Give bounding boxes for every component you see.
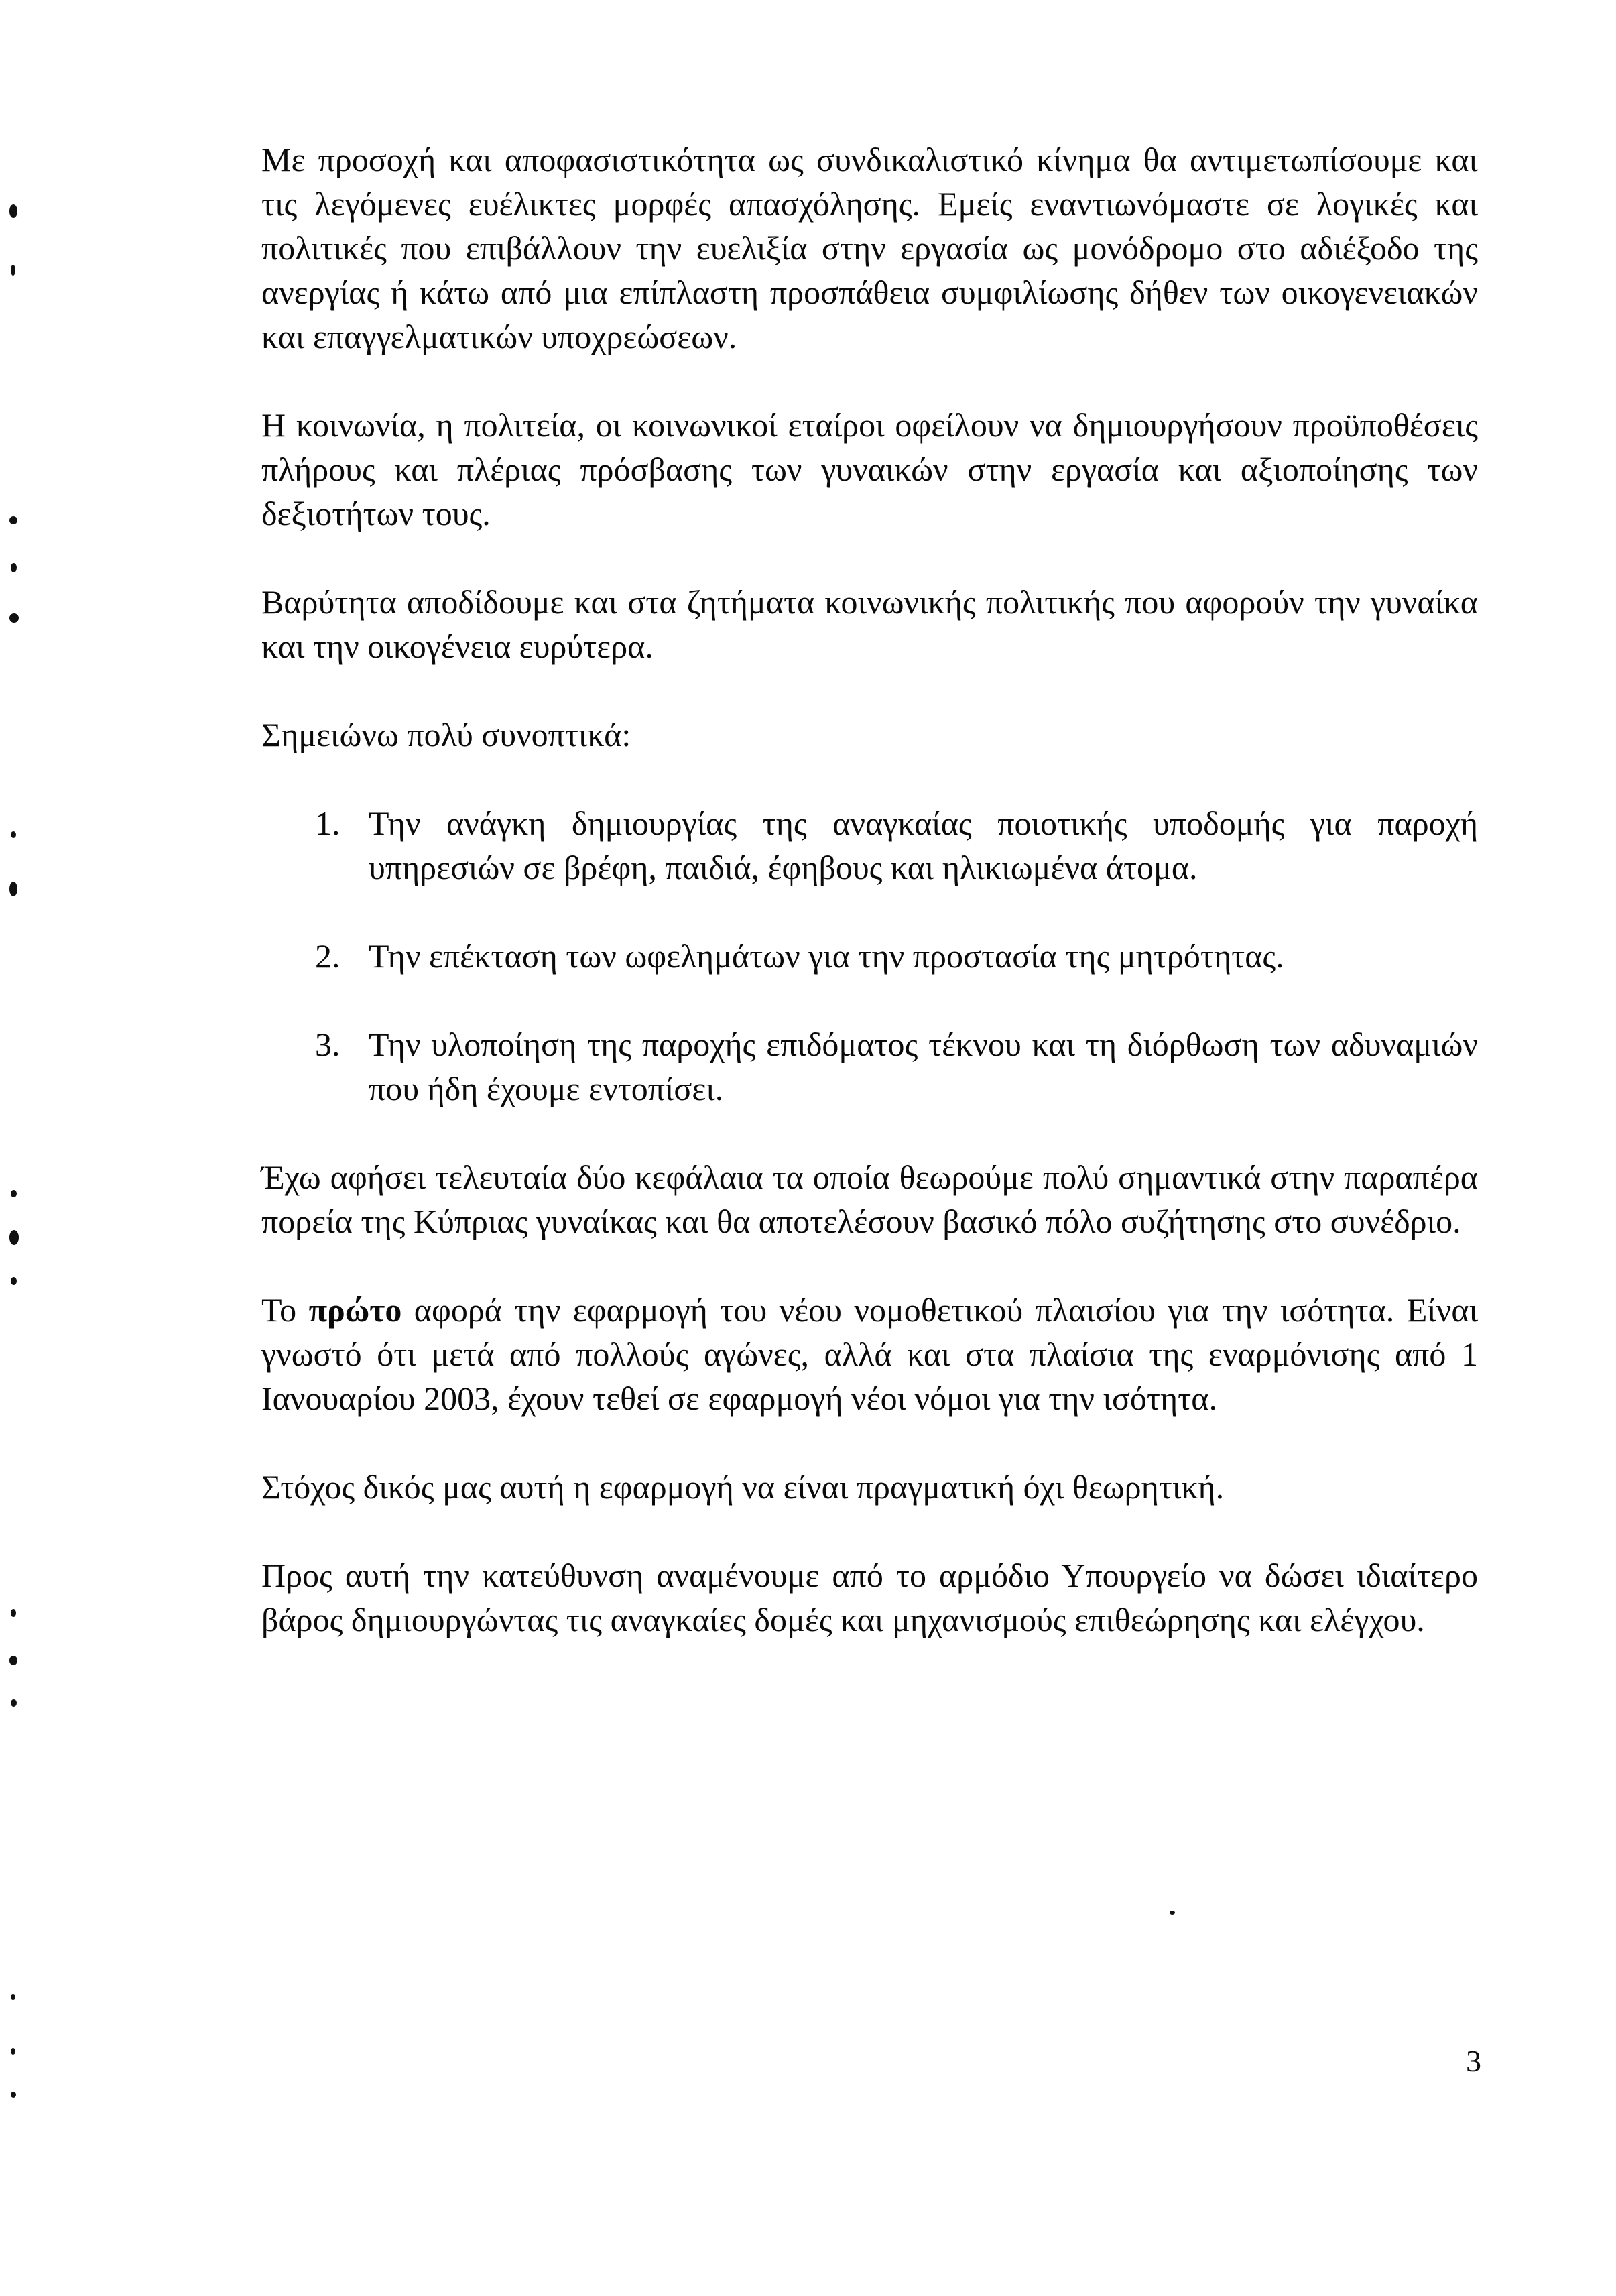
scan-speck [11, 1609, 16, 1617]
paragraph: Στόχος δικός μας αυτή η εφαρμογή να είναι πραγματική όχι θεωρητική. [261, 1468, 1225, 1506]
list-item-number: 1. [315, 804, 340, 842]
scan-speck [9, 1656, 17, 1665]
list-item-number: 2. [315, 937, 340, 975]
document-body [261, 137, 1478, 1642]
scan-speck [11, 265, 15, 276]
scan-speck [11, 1994, 15, 2000]
list-item-text: Την επέκταση των ωφελημάτων για την προστασία της μητρότητας. [369, 937, 1284, 975]
scan-speck [11, 831, 16, 838]
scan-speck [9, 882, 17, 896]
scan-speck [11, 1699, 17, 1707]
list-item [261, 934, 1478, 978]
scan-speck [11, 1277, 17, 1285]
paragraph: Σημειώνω πολύ συνοπτικά: [261, 716, 631, 753]
list-item [261, 801, 1478, 890]
numbered-list [261, 801, 1478, 1111]
scan-speck [11, 563, 17, 572]
paragraph: Έχω αφήσει τελευταία δύο κεφάλαια τα οποία θεωρούμε πολύ σημαντικά στην παραπέρα πορεία της Κύπριας γυναίκας και θα αποτελέσουν βασικό πόλο συζήτησης στο συνέδριο. [261, 1158, 1478, 1240]
scan-speck [11, 2092, 16, 2098]
list-item-text: Την υλοποίηση της παροχής επιδόματος τέκνου και τη διόρθωση των αδυναμιών που ήδη έχουμε εντοπίσει. [369, 1026, 1478, 1107]
paragraph-text: αφορά την εφαρμογή του νέου νομοθετικού πλαισίου για την ισότητα. Είναι γνωστό ότι μετά από πολλούς αγώνες, αλλά και στα πλαίσια της εναρμόνισης από 1 Ιανουαρίου 2003, έχουν τεθεί σε εφαρμογή νέοι νόμοι για την ισότητα. [261, 1291, 1479, 1417]
scan-speck [9, 1230, 19, 1245]
paragraph: Η κοινωνία, η πολιτεία, οι κοινωνικοί εταίροι οφείλουν να δημιουργήσουν προϋποθέσεις πλήρους και πλέριας πρόσβασης των γυναικών στην εργασία και αξιοποίησης των δεξιοτήτων τους. [261, 406, 1478, 532]
emphasis-text: πρώτο [308, 1291, 402, 1329]
scan-speck [9, 516, 17, 524]
scan-speck [1170, 1911, 1175, 1915]
scan-speck [11, 1190, 17, 1197]
scan-speck [11, 2048, 15, 2055]
paragraph: Με προσοχή και αποφασιστικότητα ως συνδικαλιστικό κίνημα θα αντιμετωπίσουμε και τις λεγόμενες ευέλικτες μορφές απασχόλησης. Εμείς εναντιωνόμαστε σε λογικές και πολιτικές που επιβάλλουν την ευελιξία στην εργασία ως μονόδρομο στο αδιέξοδο της ανεργίας ή κάτω από μια επίπλαστη προσπάθεια συμφιλίωσης δήθεν των οικογενειακών και επαγγελματικών υποχρεώσεων. [261, 141, 1478, 355]
paragraph [261, 1288, 1478, 1421]
paragraph: Προς αυτή την κατεύθυνση αναμένουμε από το αρμόδιο Υπουργείο να δώσει ιδιαίτερο βάρος δημιουργώντας τις αναγκαίες δομές και μηχανισμούς επιθεώρησης και ελέγχου. [261, 1557, 1478, 1638]
paragraph-text: Το [261, 1291, 297, 1329]
scan-speck [9, 613, 19, 623]
list-item-text: Την ανάγκη δημιουργίας της αναγκαίας ποιοτικής υποδομής για παροχή υπηρεσιών σε βρέφη, παιδιά, έφηβους και ηλικιωμένα άτομα. [369, 804, 1478, 886]
list-item [261, 1022, 1478, 1111]
scan-speck [9, 204, 17, 218]
list-item-number: 3. [315, 1026, 340, 1063]
page-number: 3 [1466, 2044, 1481, 2078]
paragraph: Βαρύτητα αποδίδουμε και στα ζητήματα κοινωνικής πολιτικής που αφορούν την γυναίκα και την οικογένεια ευρύτερα. [261, 583, 1478, 665]
